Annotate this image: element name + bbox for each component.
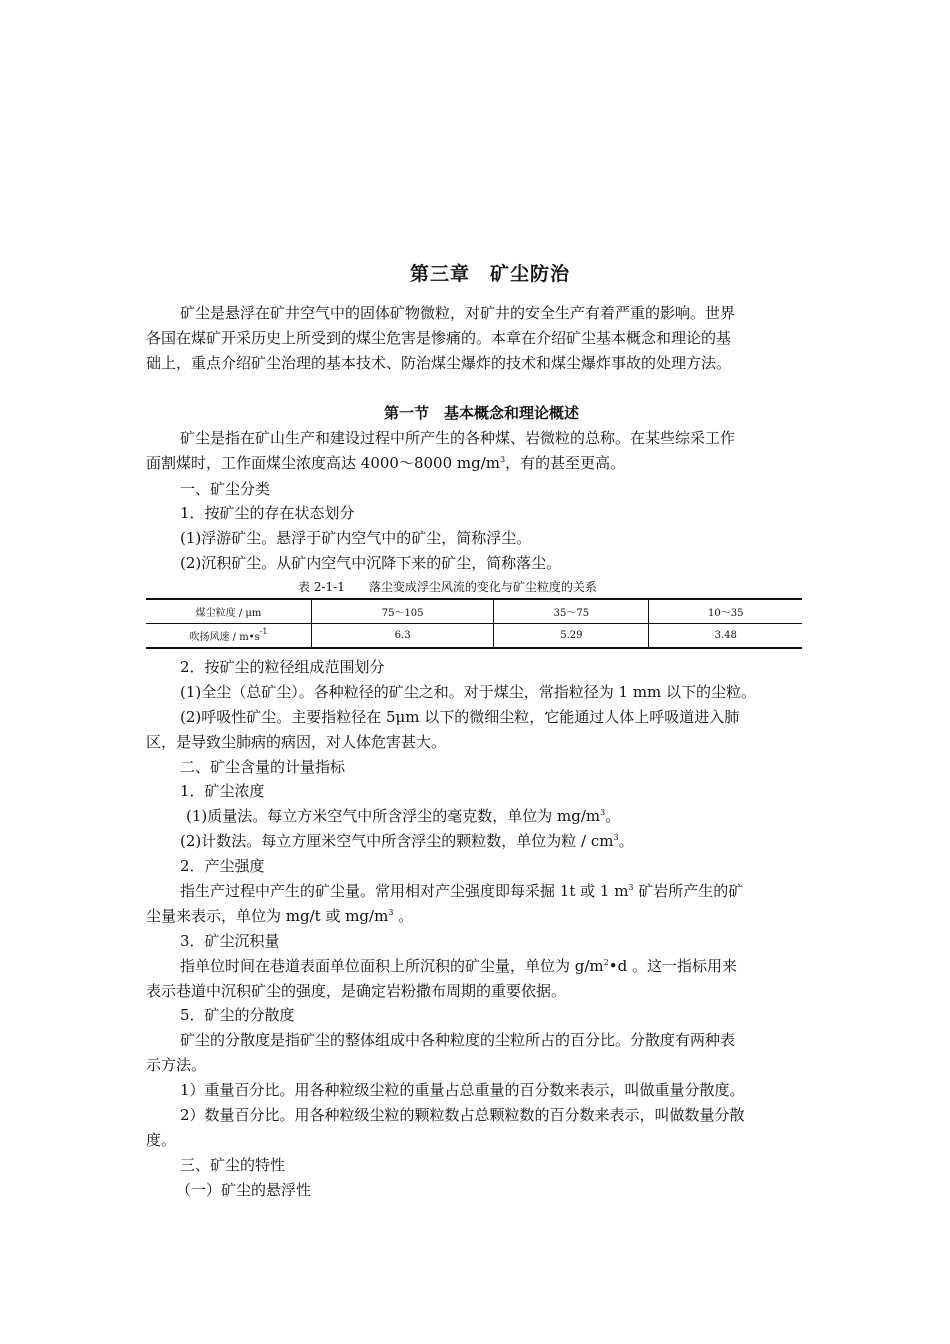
disp-item-2: 2）数量百分比。用各种粒级尘粒的颗粒数占总颗粒数的百分数来表示，叫做数量分散 (180, 1106, 745, 1124)
section-title: 第一节 基本概念和理论概述 (384, 404, 580, 422)
table-cell: 75～105 (312, 599, 494, 624)
chapter-title: 第三章 矿尘防治 (410, 263, 571, 285)
intro-line-1: 矿尘是悬浮在矿井空气中的固体矿物微粒，对矿井的安全生产有着严重的影响。世界 (180, 304, 736, 322)
table-cell: 35～75 (494, 599, 649, 624)
heading-deposit: 3．矿尘沉积量 (180, 932, 280, 950)
heading-properties: 三、矿尘的特性 (180, 1156, 286, 1174)
intensity-line-2: 尘量来表示，单位为 mg/t 或 $mg/m^3$ 。 (146, 907, 414, 925)
conc-item-1: (1)质量法。每立方米空气中所含浮尘的毫克数，单位为 $mg/m^3$。 (186, 807, 621, 825)
heading-dispersion: 5．矿尘的分散度 (180, 1006, 295, 1024)
intro-line-3: 础上，重点介绍矿尘治理的基本技术、防治煤尘爆炸的技术和煤尘爆炸事故的处理方法。 (146, 354, 732, 372)
table-cell: 10～35 (649, 599, 802, 624)
disp-line-2: 示方法。 (146, 1056, 207, 1074)
table-cell: 煤尘粒度 / μm (146, 599, 312, 624)
deposit-line-1: 指单位时间在巷道表面单位面积上所沉积的矿尘量，单位为 $g/m^2•d$ 。这一指标用来 (180, 957, 737, 975)
heading-by-state: 1．按矿尘的存在状态划分 (180, 504, 355, 522)
intro-line-2: 各国在煤矿开采历史上所受到的煤尘危害是惨痛的。本章在介绍矿尘基本概念和理论的基 (146, 329, 732, 347)
table-cell: 吹扬风速 / $m•s^{-1}$ (146, 624, 312, 649)
disp-item-2-cont: 度。 (146, 1131, 177, 1149)
table-cell: 5.29 (494, 624, 649, 649)
heading-suspension: （一）矿尘的悬浮性 (176, 1181, 312, 1199)
particle-size-table (146, 598, 802, 649)
table-row (146, 624, 802, 649)
table-caption: 表 2-1-1 落尘变成浮尘风流的变化与矿尘粒度的关系 (298, 580, 597, 594)
state-item-2: (2)沉积矿尘。从矿内空气中沉降下来的矿尘，简称落尘。 (180, 554, 562, 572)
heading-measurement: 二、矿尘含量的计量指标 (180, 758, 346, 776)
heading-intensity: 2．产尘强度 (180, 857, 265, 875)
heading-classification: 一、矿尘分类 (180, 480, 271, 498)
disp-item-1: 1）重量百分比。用各种粒级尘粒的重量占总重量的百分数来表示，叫做重量分散度。 (180, 1081, 745, 1099)
def-line-2: 面割煤时，工作面煤尘浓度高达 4000～8000 $mg/m^3$，有的甚至更高。 (146, 454, 626, 472)
conc-item-2: (2)计数法。每立方厘米空气中所含浮尘的颗粒数，单位为粒 / $cm^3$。 (180, 832, 634, 850)
size-item-2-cont: 区，是导致尘肺病的病因，对人体危害甚大。 (146, 733, 447, 751)
table-cell: 3.48 (649, 624, 802, 649)
table-cell: 6.3 (312, 624, 494, 649)
deposit-line-2: 表示巷道中沉积矿尘的强度，是确定岩粉撒布周期的重要依据。 (146, 982, 567, 1000)
heading-by-size: 2．按矿尘的粒径组成范围划分 (180, 658, 385, 676)
intensity-line-1: 指生产过程中产生的矿尘量。常用相对产尘强度即每采掘 1t 或 1 $m^3$ 矿岩所产生的矿 (180, 882, 744, 900)
disp-line-1: 矿尘的分散度是指矿尘的整体组成中各种粒度的尘粒所占的百分比。分散度有两种表 (180, 1031, 736, 1049)
state-item-1: (1)浮游矿尘。悬浮于矿内空气中的矿尘，简称浮尘。 (180, 529, 532, 547)
size-item-1: (1)全尘（总矿尘）。各种粒径的矿尘之和。对于煤尘，常指粒径为 1 mm 以下的尘粒。 (180, 683, 757, 701)
def-line-1: 矿尘是指在矿山生产和建设过程中所产生的各种煤、岩微粒的总称。在某些综采工作 (180, 429, 736, 447)
size-item-2: (2)呼吸性矿尘。主要指粒径在 5μm 以下的微细尘粒，它能通过人体上呼吸道进入肺 (180, 708, 740, 726)
table-row (146, 599, 802, 624)
heading-concentration: 1．矿尘浓度 (180, 782, 265, 800)
